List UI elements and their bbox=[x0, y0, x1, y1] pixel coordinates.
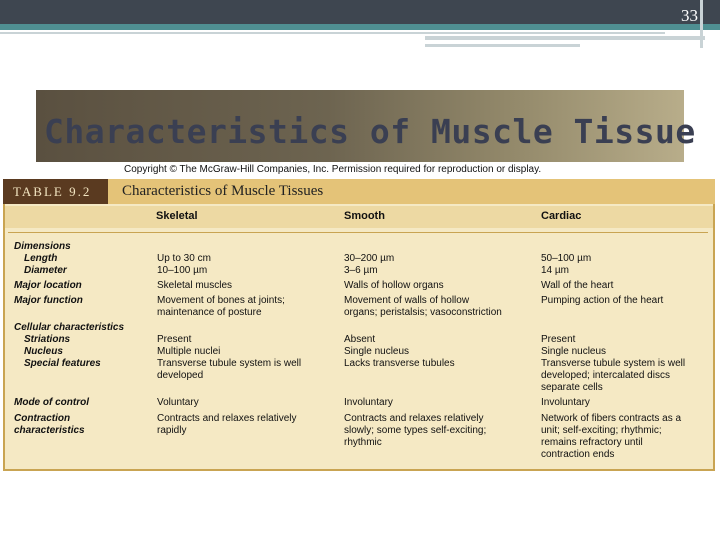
header-divider bbox=[8, 232, 708, 233]
table-tag bbox=[3, 179, 108, 204]
row-label-contraction-line1: Contraction bbox=[14, 413, 71, 424]
cell-contraction-skeletal-line1: Contracts and relaxes relatively bbox=[157, 413, 297, 424]
cell-contraction-smooth-line2: slowly; some types self-exciting; bbox=[344, 425, 487, 436]
cell-location-smooth: Walls of hollow organs bbox=[344, 280, 444, 291]
row-label-special-features: Special features bbox=[24, 358, 101, 369]
row-label-length: Length bbox=[24, 253, 58, 264]
cell-special-skeletal-line1: Transverse tubule system is well bbox=[157, 358, 302, 369]
cell-diameter-skeletal: 10–100 µm bbox=[157, 265, 208, 276]
cell-control-skeletal: Voluntary bbox=[157, 397, 199, 408]
row-label-mode-of-control: Mode of control bbox=[14, 397, 89, 408]
cell-diameter-cardiac: 14 µm bbox=[541, 265, 569, 276]
cell-function-smooth-line1: Movement of walls of hollow bbox=[344, 295, 470, 306]
top-accent-bar bbox=[0, 24, 720, 30]
cell-special-skeletal-line2: developed bbox=[157, 370, 204, 381]
row-label-contraction-line2: characteristics bbox=[14, 425, 85, 436]
cell-length-skeletal: Up to 30 cm bbox=[157, 253, 211, 264]
decorative-line bbox=[425, 44, 580, 47]
table-tag-label: TABLE 9.2 bbox=[13, 184, 92, 199]
row-label-major-function: Major function bbox=[14, 295, 83, 306]
cell-striations-skeletal: Present bbox=[157, 334, 192, 345]
cell-function-skeletal-line2: maintenance of posture bbox=[157, 307, 262, 318]
column-header-skeletal: Skeletal bbox=[156, 210, 198, 222]
table-caption: Characteristics of Muscle Tissues bbox=[122, 183, 324, 199]
cell-contraction-smooth-line3: rhythmic bbox=[344, 437, 382, 448]
decorative-line bbox=[0, 32, 665, 34]
cell-striations-cardiac: Present bbox=[541, 334, 576, 345]
cell-special-cardiac-line1: Transverse tubule system is well bbox=[541, 358, 686, 369]
top-bar bbox=[0, 0, 720, 24]
cell-control-smooth: Involuntary bbox=[344, 397, 393, 408]
cell-location-cardiac: Wall of the heart bbox=[541, 280, 614, 291]
slide-title: Characteristics of Muscle Tissue bbox=[44, 112, 696, 151]
row-label-diameter: Diameter bbox=[24, 265, 67, 276]
column-header-cardiac: Cardiac bbox=[541, 210, 582, 222]
cell-contraction-skeletal-line2: rapidly bbox=[157, 425, 187, 436]
cell-nucleus-cardiac: Single nucleus bbox=[541, 346, 607, 357]
cell-length-cardiac: 50–100 µm bbox=[541, 253, 592, 264]
cell-nucleus-skeletal: Multiple nuclei bbox=[157, 346, 221, 357]
cell-location-skeletal: Skeletal muscles bbox=[157, 280, 233, 291]
cell-function-skeletal-line1: Movement of bones at joints; bbox=[157, 295, 285, 306]
cell-diameter-smooth: 3–6 µm bbox=[344, 265, 378, 276]
cell-length-smooth: 30–200 µm bbox=[344, 253, 395, 264]
cell-striations-smooth: Absent bbox=[344, 334, 376, 345]
cell-function-smooth-line2: organs; peristalsis; vasoconstriction bbox=[344, 307, 502, 318]
cell-contraction-cardiac-line2: unit; self-exciting; rhythmic; bbox=[541, 425, 662, 436]
row-label-striations: Striations bbox=[24, 334, 71, 345]
cell-contraction-cardiac-line1: Network of fibers contracts as a bbox=[541, 413, 682, 424]
row-label-major-location: Major location bbox=[14, 280, 82, 291]
row-label-cellular-characteristics: Cellular characteristics bbox=[14, 322, 125, 333]
cell-special-cardiac-line3: separate cells bbox=[541, 382, 603, 393]
row-label-nucleus: Nucleus bbox=[24, 346, 63, 357]
cell-control-cardiac: Involuntary bbox=[541, 397, 590, 408]
table-caption-bar bbox=[108, 179, 715, 204]
decorative-line bbox=[425, 36, 705, 40]
copyright-notice: Copyright © The McGraw-Hill Companies, Inc. Permission required for reproduction or display. bbox=[124, 164, 542, 175]
cell-special-cardiac-line2: developed; intercalated discs bbox=[541, 370, 670, 381]
cell-contraction-cardiac-line4: contraction ends bbox=[541, 449, 615, 460]
cell-function-cardiac: Pumping action of the heart bbox=[541, 295, 664, 306]
column-header-smooth: Smooth bbox=[344, 210, 385, 222]
decorative-vertical-line bbox=[700, 0, 703, 48]
row-label-dimensions: Dimensions bbox=[14, 241, 71, 252]
cell-special-smooth: Lacks transverse tubules bbox=[344, 358, 455, 369]
cell-nucleus-smooth: Single nucleus bbox=[344, 346, 410, 357]
cell-contraction-smooth-line1: Contracts and relaxes relatively bbox=[344, 413, 484, 424]
slide-number: 33 bbox=[681, 6, 698, 25]
cell-contraction-cardiac-line3: remains refractory until bbox=[541, 437, 643, 448]
